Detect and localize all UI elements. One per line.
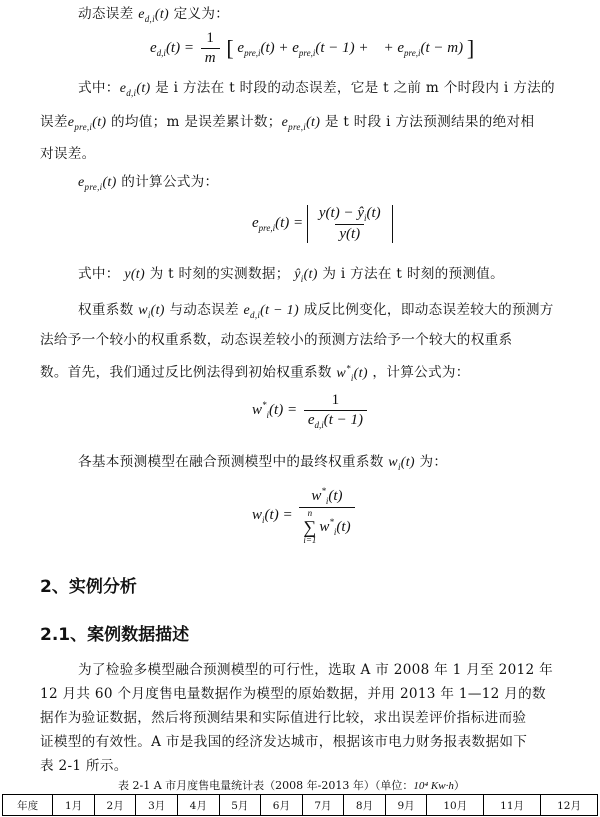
header-month: 6月 <box>261 795 303 816</box>
case-para-line5: 表 2-1 所示。 <box>40 758 128 774</box>
case-para-line1: 为了检验多模型融合预测模型的可行性，选取 A 市 2008 年 1 月至 2012 年 <box>78 662 553 678</box>
header-month: 3月 <box>136 795 178 816</box>
sum-upper-limit: n <box>307 508 313 518</box>
table-caption: 表 2-1 A 市月度售电量统计表（2008 年-2013 年）（单位：10⁴ Kw·h） <box>118 779 465 792</box>
where1-line2: 误差$e_{pre,i}(t)$ 的均值；m 是误差累计数；$e_{pre,i}(t)$ 是 t 时段 i 方法预测结果的绝对相 <box>40 114 535 132</box>
right-bracket: ] <box>466 35 475 61</box>
where2-line: 式中： y(t) 为 t 时刻的实测数据； $ŷ_i(t)$ 为 i 方法在 t 时刻的预测值。 <box>78 266 505 284</box>
eq1-fraction <box>201 30 220 67</box>
header-month: 5月 <box>219 795 261 816</box>
calc-formula-line: $e_{pre,i}(t)$ 的计算公式为： <box>78 174 219 192</box>
case-para-line4: 证模型的有效性。A 市是我国的经济发达城市，根据该市电力财务报表数据如下 <box>40 734 528 750</box>
header-month: 4月 <box>177 795 219 816</box>
definition-line <box>78 4 229 29</box>
header-month: 9月 <box>385 795 427 816</box>
header-month: 7月 <box>302 795 344 816</box>
abs-value: $\frac{y(t) - ŷ_i(t)}{y(t)}$ <box>307 205 393 243</box>
case-para-line3: 据作为验证数据，然后将预测结果和实际值进行比较，求出误差评价指标进而验 <box>40 710 527 726</box>
sum-sign: ∑ <box>303 517 317 537</box>
equation-final-weight: $w_i(t)$ = $w^*_i(t)$ n ∑ i=1 $w^*_i(t)$ <box>252 486 358 545</box>
eq1-numerator: 1 <box>206 30 214 46</box>
definition-suffix: 定义为： <box>173 6 230 22</box>
left-bracket: [ <box>226 35 234 61</box>
header-month: 11月 <box>484 795 541 816</box>
final-weight-line: 各基本预测模型在融合预测模型中的最终权重系数 $w_i(t)$ 为： <box>78 454 448 472</box>
sales-table <box>2 794 598 816</box>
equation-relative-error: $e_{pre,i}(t)$ = $\frac{y(t) - ŷ_i(t)}{y(t)}$ <box>252 205 393 243</box>
equation-dynamic-error <box>150 30 474 67</box>
definition-prefix: 动态误差 <box>78 6 134 22</box>
eq1-lhs: $e_{d,i}(t)$ = <box>150 39 194 58</box>
header-month: 10月 <box>427 795 484 816</box>
where1-line1: 式中：$e_{d,i}(t)$ 是 i 方法在 t 时段的动态误差，它是 t 之前 m 个时段内 i 方法的 <box>78 80 555 98</box>
section-title-2-1: 2.1、案例数据描述 <box>40 625 190 645</box>
case-para-line2: 12 月共 60 个月度售电量数据作为模型的原始数据，并用 2013 年 1—12 月的数 <box>40 686 546 702</box>
header-year: 年度 <box>3 795 53 816</box>
header-month: 12月 <box>541 795 598 816</box>
weight-para-line3: 数。首先，我们通过反比例法得到初始权重系数 $w^*_i(t)$ ，计算公式为： <box>40 363 470 383</box>
where1-line3: 对误差。 <box>40 146 96 162</box>
weight-para-line2: 法给予一个较小的权重系数，动态误差较小的预测方法给予一个较大的权重系 <box>40 332 513 348</box>
section-title-2: 2、实例分析 <box>40 577 137 597</box>
sum-lower-limit: i=1 <box>303 535 317 545</box>
weight-para-line1: 权重系数 $w_i(t)$ 与动态误差 $e_{d,i}(t - 1)$ 成反比例变化，即动态误差较大的预测方 <box>78 302 554 320</box>
header-month: 2月 <box>94 795 136 816</box>
table-header-row <box>3 795 598 816</box>
equation-initial-weight: $w^*_i(t)$ = $\frac{1}{e_{d,i}(t - 1)}$ <box>252 392 370 430</box>
header-month: 1月 <box>53 795 95 816</box>
header-month: 8月 <box>344 795 386 816</box>
eq1-terms: $e_{pre,i}(t) + e_{pre,i}(t - 1)$ + + $e_{pre,i}(t - m)$ <box>237 39 464 58</box>
eq1-denominator: m <box>201 48 220 67</box>
dynamic-error-symbol: $e_{d,i}(t)$ <box>138 7 169 24</box>
